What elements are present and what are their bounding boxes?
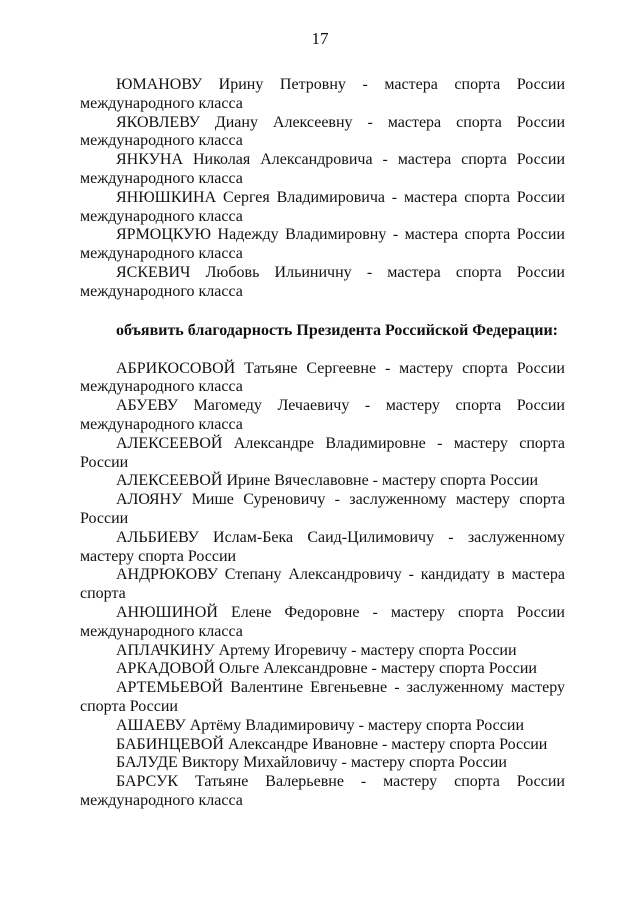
list-item: АНДРЮКОВУ Степану Александровичу - кандидату в мастера спорта xyxy=(80,566,565,603)
list-item: АРКАДОВОЙ Ольге Александровне - мастеру спорта России xyxy=(116,660,537,678)
list-item: ЯКОВЛЕВУ Диану Алексеевну - мастера спорта России международного класса xyxy=(80,113,565,150)
list-item: АЛЕКСЕЕВОЙ Ирине Вячеславовне - мастеру спорта России xyxy=(116,472,539,490)
list-item: ЯСКЕВИЧ Любовь Ильиничну - мастера спорта России международного класса xyxy=(80,263,565,300)
list-item: АРТЕМЬЕВОЙ Валентине Евгеньевне - заслуженному мастеру спорта России xyxy=(80,679,565,715)
list-item: ЯРМОЦКУЮ Надежду Владимировну - мастера спорта России международного класса xyxy=(80,226,565,263)
list-item: ЮМАНОВУ Ирину Петровну - мастера спорта России международного класса xyxy=(80,76,565,112)
list-item: ЯНЮШКИНА Сергея Владимировича - мастера спорта России международного класса xyxy=(80,188,565,225)
list-item: АБРИКОСОВОЙ Татьяне Сергеевне - мастеру спорта России международного класса xyxy=(80,359,565,396)
list-item: АПЛАЧКИНУ Артему Игоревичу - мастеру спорта России xyxy=(116,641,517,659)
page-number: 17 xyxy=(311,29,329,48)
list-item: БАБИНЦЕВОЙ Александре Ивановне - мастеру спорта России xyxy=(116,735,548,753)
list-item: ЯНКУНА Николая Александровича - мастера спорта России международного класса xyxy=(80,151,565,187)
list-item: АБУЕВУ Магомеду Лечаевичу - мастеру спорта России международного класса xyxy=(80,397,565,433)
list-item: АЛОЯНУ Мише Суреновичу - заслуженному мастеру спорта России xyxy=(80,491,565,527)
document-body xyxy=(80,76,565,811)
section-heading: объявить благодарность Президента Российской Федерации: xyxy=(116,321,558,339)
list-item: АЛЕКСЕЕВОЙ Александре Владимировне - мастеру спорта России xyxy=(80,434,565,471)
section-one-list xyxy=(80,76,565,302)
list-item: АЛЬБИЕВУ Ислам-Бека Саид-Цилимовичу - заслуженному мастеру спорта России xyxy=(80,528,565,565)
list-item: АШАЕВУ Артёму Владимировичу - мастеру спорта России xyxy=(116,716,524,734)
list-item: АНЮШИНОЙ Елене Федоровне - мастеру спорта России международного класса xyxy=(80,603,565,640)
list-item: БАЛУДЕ Виктору Михайловичу - мастеру спорта России xyxy=(116,754,507,772)
list-item: БАРСУК Татьяне Валерьевне - мастеру спорта России международного класса xyxy=(80,773,565,809)
section-two-list xyxy=(80,360,565,811)
